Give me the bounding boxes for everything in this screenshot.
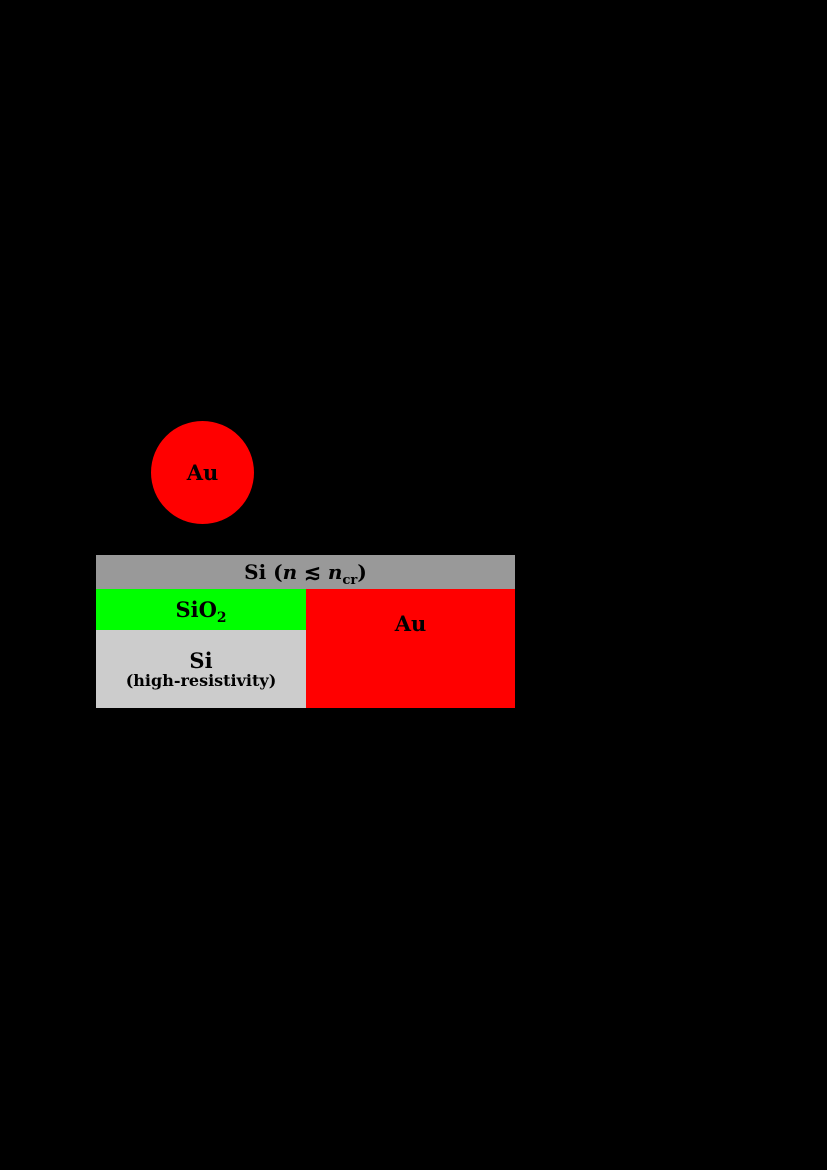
critical-density-subscript: cr [342, 573, 358, 588]
sio2-layer [96, 589, 306, 630]
sio2-formula-base: SiO [175, 597, 217, 622]
gold-nanoparticle-circle [151, 421, 254, 524]
gold-film-block [306, 589, 515, 708]
critical-density-symbol: n [327, 560, 343, 584]
photoexcited-si-open-paren: ( [266, 560, 283, 584]
photoexcited-si-layer [96, 555, 515, 589]
photoexcited-si-label [244, 560, 367, 588]
sio2-label [175, 597, 227, 627]
photoexcited-si-close-paren: ) [357, 560, 367, 584]
gold-film-label: Au [394, 611, 427, 636]
si-substrate-element-label: Si [189, 647, 213, 673]
photoexcited-si-element: Si [244, 560, 267, 584]
lesssim-symbol: ≲ [297, 560, 328, 584]
si-substrate-note-label: (high-resistivity) [125, 670, 277, 690]
gold-nanoparticle-label: Au [186, 460, 219, 485]
si-substrate-layer [96, 630, 306, 708]
carrier-density-symbol: n [282, 560, 298, 584]
sio2-formula-subscript: 2 [216, 610, 227, 627]
